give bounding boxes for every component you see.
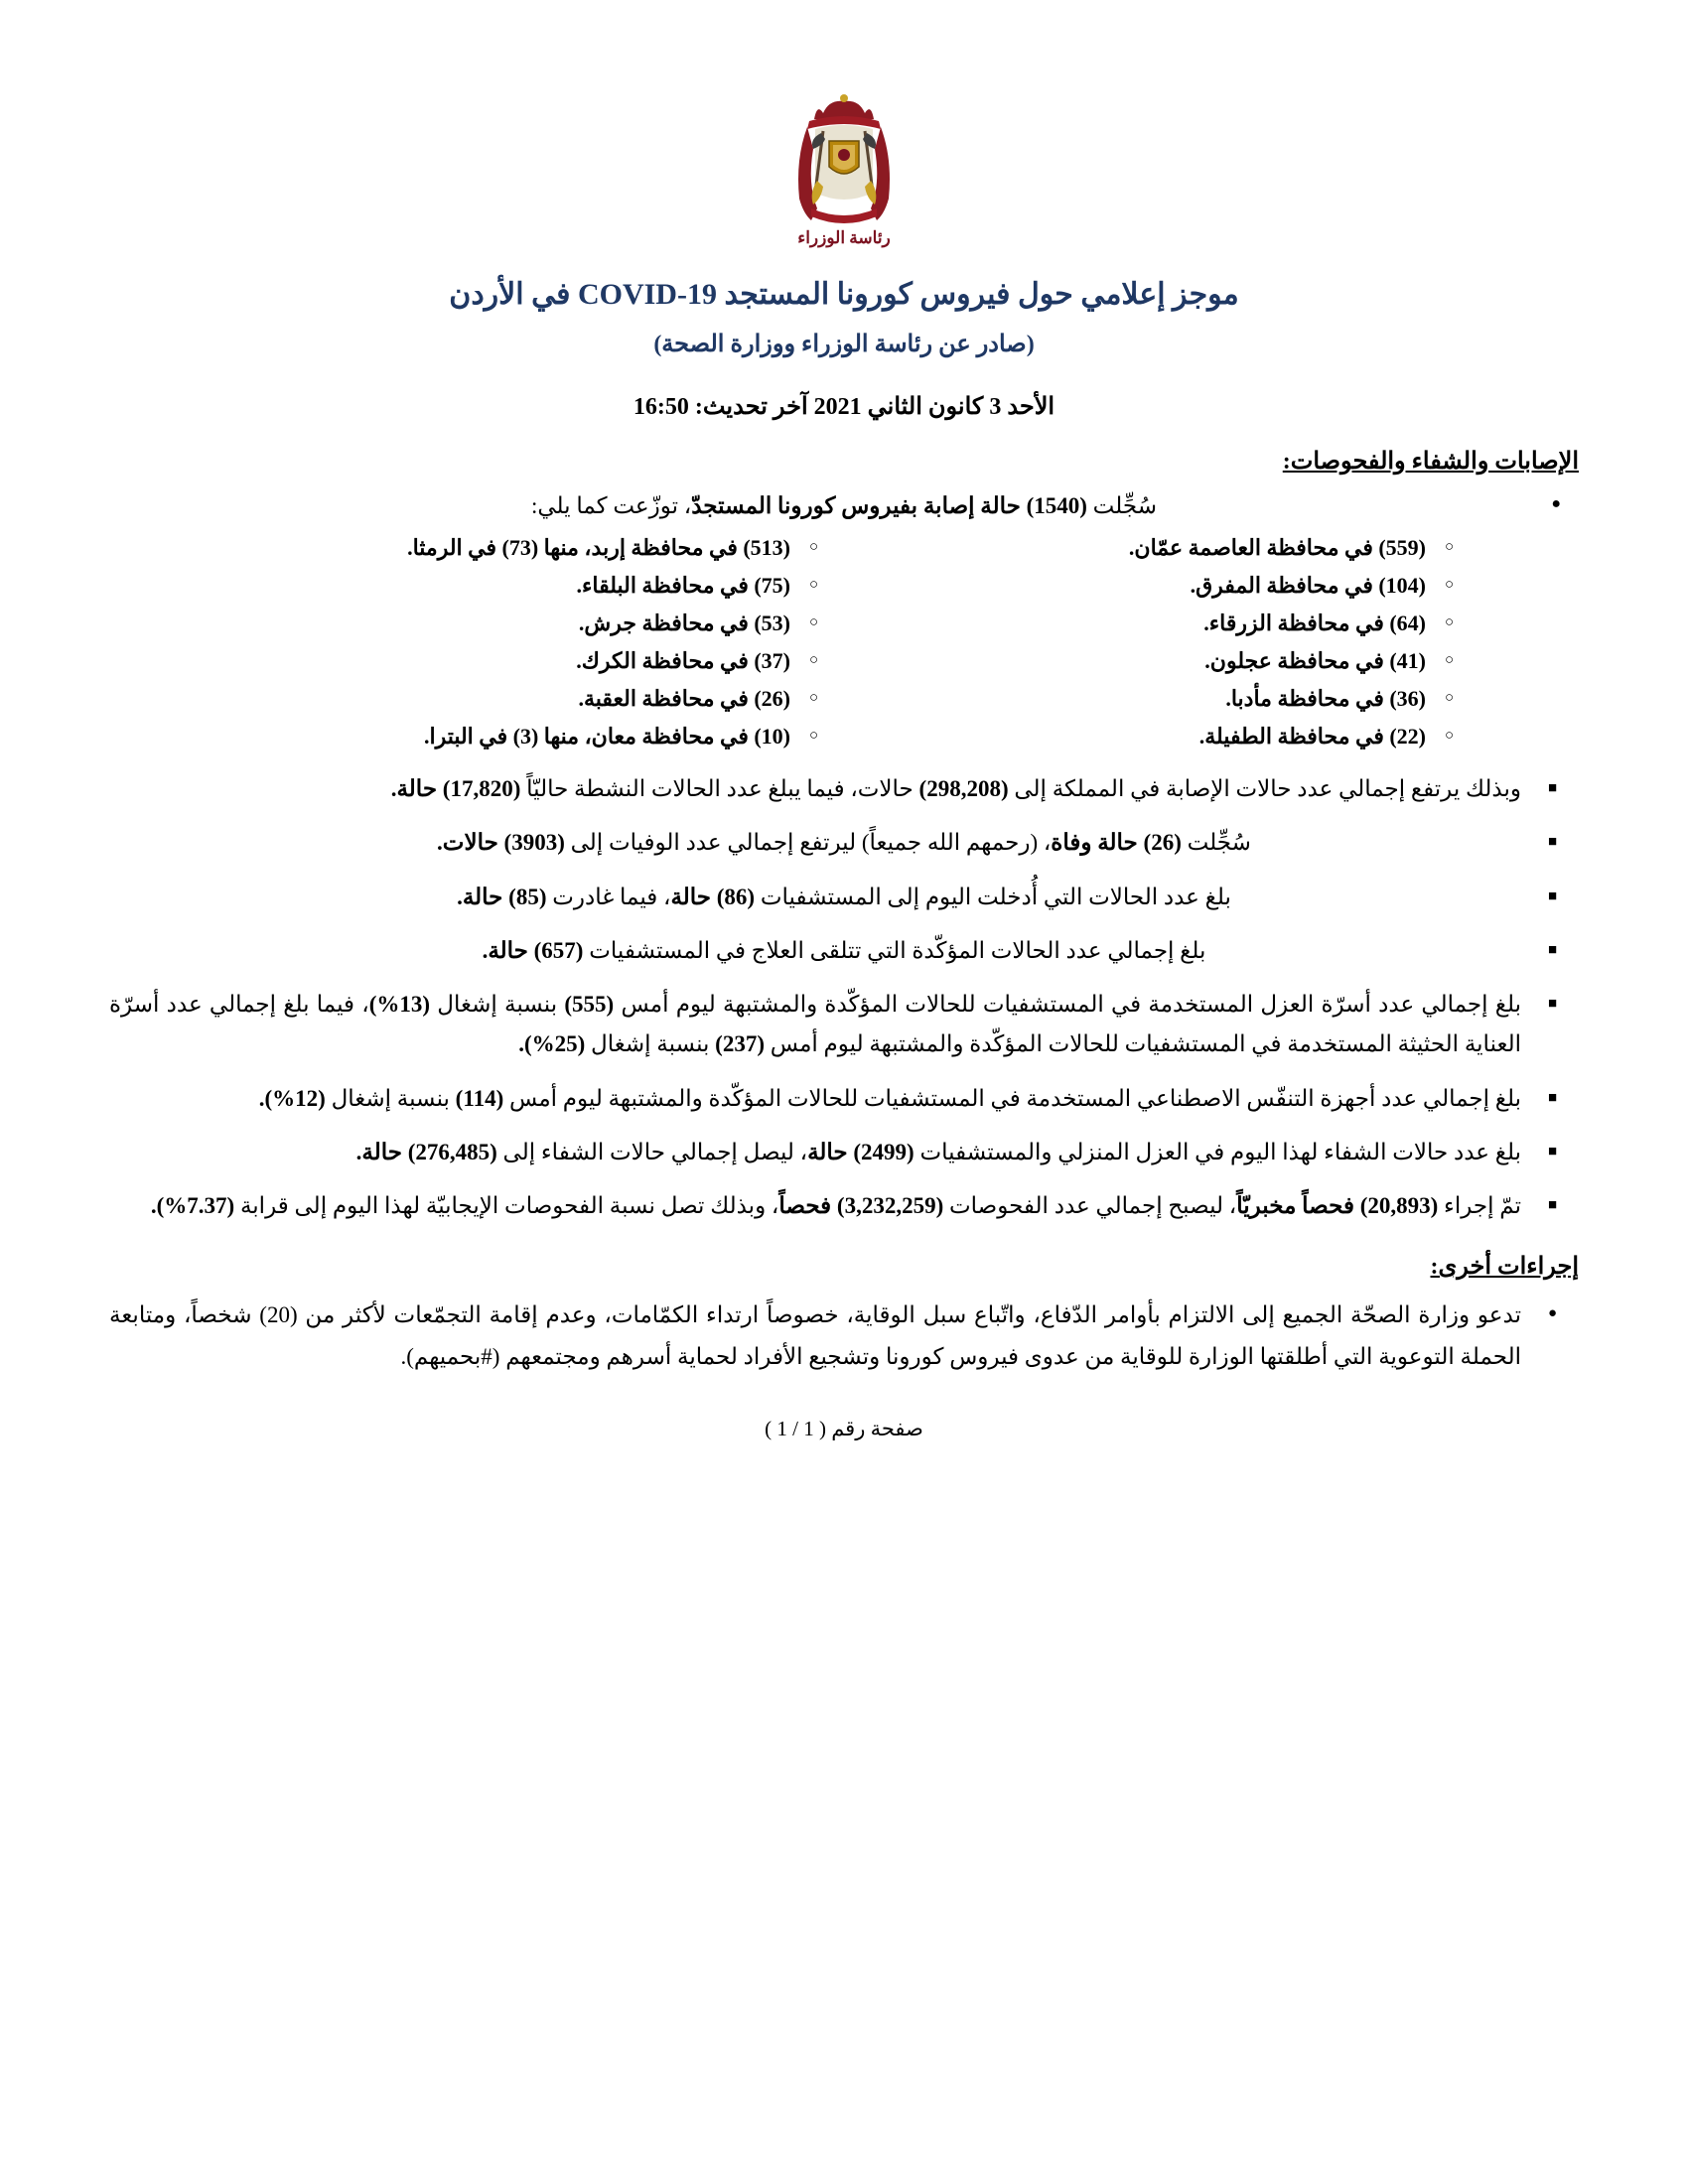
body-text: سُجِّلت [1181, 830, 1251, 856]
governorate-entry [1225, 686, 1460, 711]
list-item-admissions [109, 878, 1579, 917]
emblem-caption: رئاسة الوزراء [797, 228, 891, 247]
governorate-entry [1199, 724, 1460, 749]
body-text: بنسبة إشغال [430, 992, 565, 1017]
governorate-count: (104) [1378, 573, 1426, 598]
governorate-breakdown-table [109, 529, 1579, 755]
list-item-recoveries [109, 1133, 1579, 1172]
highlight-value: (114) [455, 1085, 504, 1111]
governorate-cell-primary [844, 680, 1579, 718]
governorate-entry [578, 686, 824, 711]
list-item-deaths [109, 823, 1579, 863]
body-text: ، ليصل إجمالي حالات الشفاء إلى [496, 1139, 808, 1164]
lead-count: (1540) [1026, 493, 1087, 518]
highlight-value: (13%) [368, 992, 431, 1017]
governorate-name: في محافظة العقبة. [578, 686, 755, 711]
body-text: ، فيما غادرت [546, 884, 671, 909]
list-item-ministry-call [109, 1295, 1579, 1377]
statistics-list [109, 769, 1579, 1226]
highlight-value: (276,485) حالة. [355, 1139, 497, 1164]
governorate-entry [407, 535, 824, 560]
lead-prefix: سُجِّلت [1086, 493, 1157, 518]
governorate-cell-primary [844, 605, 1579, 642]
body-text: بلغ عدد الحالات التي أُدخلت اليوم إلى المستشفيات [755, 884, 1231, 909]
body-text: وبذلك يرتفع إجمالي عدد حالات الإصابة في المملكة إلى [1008, 776, 1521, 801]
highlight-value: (298,208) [918, 776, 1009, 801]
governorate-cell-secondary [109, 529, 844, 567]
governorate-name: في محافظة الكرك. [576, 648, 755, 673]
governorate-cell-secondary [109, 567, 844, 605]
body-text: بلغ إجمالي عدد الحالات المؤكّدة التي تتلقى العلاج في المستشفيات [583, 937, 1206, 963]
governorate-name: في محافظة إربد، منها (73) في الرمثا. [407, 535, 744, 560]
list-item-tests [109, 1186, 1579, 1226]
highlight-value: (3,232,259) فحصاً [778, 1193, 944, 1218]
governorate-entry [1191, 573, 1460, 598]
list-item-total-cases [109, 769, 1579, 809]
table-row [109, 567, 1579, 605]
governorate-name: في محافظة المفرق. [1190, 573, 1379, 598]
governorate-name: في محافظة العاصمة عمّان. [1128, 535, 1379, 560]
highlight-value: (25%). [518, 1031, 586, 1057]
jordan-coat-of-arms-icon [770, 89, 918, 238]
lead-total-new-cases [109, 493, 1579, 519]
highlight-value: (555) [564, 992, 615, 1017]
governorate-name: في محافظة جرش. [578, 611, 755, 635]
governorate-entry [424, 724, 824, 749]
highlight-value: (85) حالة. [457, 884, 547, 909]
governorate-count: (10) [754, 724, 790, 749]
highlight-value: (237) [715, 1031, 765, 1057]
governorate-count: (64) [1389, 611, 1426, 635]
page-title: موجز إعلامي حول فيروس كورونا المستجد COVID-19 في الأردن [449, 278, 1239, 311]
body-text: ، ليصبح إجمالي عدد الفحوصات [943, 1193, 1237, 1218]
highlight-value: (7.37%). [150, 1193, 235, 1218]
governorate-count: (513) [743, 535, 790, 560]
governorate-name: في محافظة الزرقاء. [1203, 611, 1390, 635]
governorate-name: في محافظة الطفيلة. [1198, 724, 1390, 749]
section-heading-cases: الإصابات والشفاء والفحوصات: [1282, 449, 1579, 475]
table-row [109, 718, 1579, 755]
highlight-value: (86) حالة [670, 884, 756, 909]
body-text: بنسبة إشغال [325, 1085, 456, 1111]
highlight-value: (26) حالة وفاة [1051, 830, 1182, 856]
other-measures-list [109, 1295, 1579, 1377]
governorate-count: (53) [754, 611, 790, 635]
governorate-entry [577, 573, 824, 598]
governorate-cell-secondary [109, 642, 844, 680]
body-text: بلغ إجمالي عدد أسرّة العزل المستخدمة في المستشفيات للحالات المؤكّدة والمشتبهة ليوم أمس [614, 992, 1522, 1017]
table-row [109, 605, 1579, 642]
governorate-count: (26) [754, 686, 790, 711]
body-text: ، (رحمهم الله جميعاً) ليرتفع إجمالي عدد الوفيات إلى [564, 830, 1052, 856]
governorate-cell-primary [844, 529, 1579, 567]
governorate-cell-primary [844, 567, 1579, 605]
governorate-cell-secondary [109, 680, 844, 718]
governorate-cell-primary [844, 718, 1579, 755]
governorate-count: (41) [1389, 648, 1426, 673]
highlight-value: (20,893) فحصاً مخبريّاً [1236, 1193, 1439, 1218]
body-text: تمّ إجراء [1438, 1193, 1521, 1218]
table-row [109, 680, 1579, 718]
governorate-entry [579, 611, 824, 635]
highlight-value: (17,820) حالة. [390, 776, 521, 801]
body-text: حالات، فيما يبلغ عدد الحالات النشطة حاليّاً [520, 776, 919, 801]
list-item-ventilators [109, 1079, 1579, 1119]
list-item-isolation-beds [109, 985, 1579, 1065]
governorate-entry [1129, 535, 1460, 560]
governorate-cell-primary [844, 642, 1579, 680]
highlight-value: (3903) حالات. [437, 830, 565, 856]
governorate-count: (559) [1378, 535, 1426, 560]
governorate-count: (22) [1389, 724, 1426, 749]
governorate-count: (75) [754, 573, 790, 598]
body-text: بنسبة إشغال [585, 1031, 716, 1057]
emblem-container [109, 89, 1579, 238]
body-text: بلغ عدد حالات الشفاء لهذا اليوم في العزل المنزلي والمستشفيات [914, 1139, 1521, 1164]
highlight-value: (12%). [258, 1085, 326, 1111]
lead-middle: حالة إصابة بفيروس كورونا المستجدّ [691, 493, 1027, 518]
governorate-count: (36) [1389, 686, 1426, 711]
governorate-name: في محافظة عجلون. [1204, 648, 1390, 673]
body-text: ، وبذلك تصل نسبة الفحوصات الإيجابيّة لهذا اليوم إلى قرابة [234, 1193, 779, 1218]
body-text: ، فيما بلغ إجمالي عدد أسرّة العناية الحثيثة المستخدمة في المستشفيات للحالات المؤكّدة والمشتبهة ليوم أمس [109, 992, 1521, 1057]
body-text: بلغ إجمالي عدد أجهزة التنفّس الاصطناعي المستخدمة في المستشفيات للحالات المؤكّدة والمشتبهة ليوم أمس [503, 1085, 1521, 1111]
last-update-line: الأحد 3 كانون الثاني 2021 آخر تحديث: 16:50 [633, 394, 1055, 420]
governorate-entry [576, 648, 824, 673]
governorate-name: في محافظة معان، منها (3) في البترا. [423, 724, 755, 749]
page-footer: صفحة رقم ( 1 / 1 ) [765, 1417, 923, 1441]
lead-suffix: ، توزّعت كما يلي: [531, 493, 692, 518]
governorate-entry [1203, 611, 1460, 635]
table-row [109, 529, 1579, 567]
governorate-cell-secondary [109, 718, 844, 755]
highlight-value: (2499) حالة [807, 1139, 914, 1164]
body-text: تدعو وزارة الصحّة الجميع إلى الالتزام بأوامر الدّفاع، واتّباع سبل الوقاية، خصوصاً ارتداء الكمّامات، وعدم إقامة التجمّعات لأكثر من (20) شخصاً، ومتابعة الحملة التوعوية التي أطلقتها الوزارة للوقاية من عدوى فيروس كورونا وتشجيع الأفراد لحماية أسرهم ومجتمعهم (#بحميهم). [109, 1302, 1522, 1369]
table-row [109, 642, 1579, 680]
highlight-value: (657) حالة. [482, 937, 584, 963]
governorate-entry [1204, 648, 1460, 673]
governorate-cell-secondary [109, 605, 844, 642]
page-subtitle: (صادر عن رئاسة الوزراء ووزارة الصحة) [653, 332, 1035, 357]
governorate-count: (37) [754, 648, 790, 673]
cases-list [109, 493, 1579, 519]
governorate-name: في محافظة مأدبا. [1225, 686, 1390, 711]
list-item-in-hospital [109, 931, 1579, 971]
section-heading-other: إجراءات أخرى: [1430, 1254, 1579, 1281]
governorate-name: في محافظة البلقاء. [576, 573, 755, 598]
